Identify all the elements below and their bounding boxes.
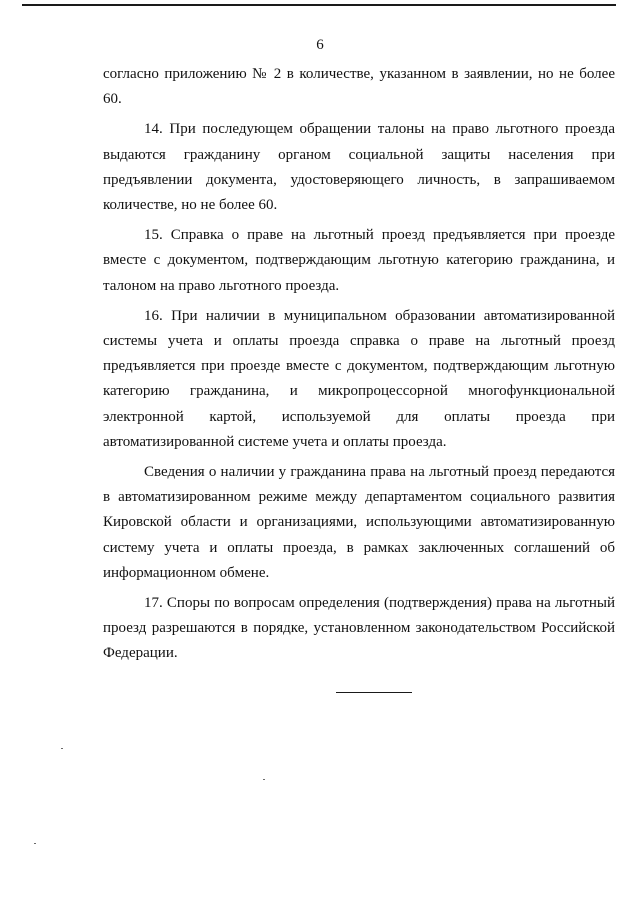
paragraph-information-exchange: Сведения о наличии у гражданина права на льготный проезд передаются в автоматизированном режиме между департаментом социального развития Кировской области и организациями, использующими автоматизированную систему учета и оплаты проезда, в рамках заключенных соглашений об информационном обмене.	[103, 464, 615, 581]
scan-speck	[61, 748, 63, 749]
top-border-line	[22, 4, 616, 6]
scan-speck	[34, 843, 36, 844]
paragraph-15: 15. Справка о праве на льготный проезд предъявляется при проезде вместе с документом, подтверждающим льготную категорию гражданина, и талоном на право льготного проезда.	[103, 227, 615, 294]
paragraph-14: 14. При последующем обращении талоны на право льготного проезда выдаются гражданину органом социальной защиты населения при предъявлении документа, удостоверяющего личность, в запрашиваемом количестве, но не более 60.	[103, 121, 615, 214]
page-number: 6	[316, 37, 324, 53]
paragraph-16: 16. При наличии в муниципальном образовании автоматизированной системы учета и оплаты проезда справка о праве на льготный проезд предъявляется при проезде вместе с документом, подтверждающим льготную категорию гражданина, и микропроцессорной многофункциональной электронной картой, используемой для оплаты проезда при автоматизированной системе учета и оплаты проезда.	[103, 307, 615, 450]
paragraph-17: 17. Споры по вопросам определения (подтверждения) права на льготный проезд разрешаются в порядке, установленном законодательством Российской Федерации.	[103, 595, 615, 662]
scan-speck	[263, 779, 265, 780]
document-body	[103, 62, 615, 667]
end-of-document-line	[336, 692, 412, 693]
paragraph-continuation: согласно приложению № 2 в количестве, указанном в заявлении, но не более 60.	[103, 66, 615, 108]
